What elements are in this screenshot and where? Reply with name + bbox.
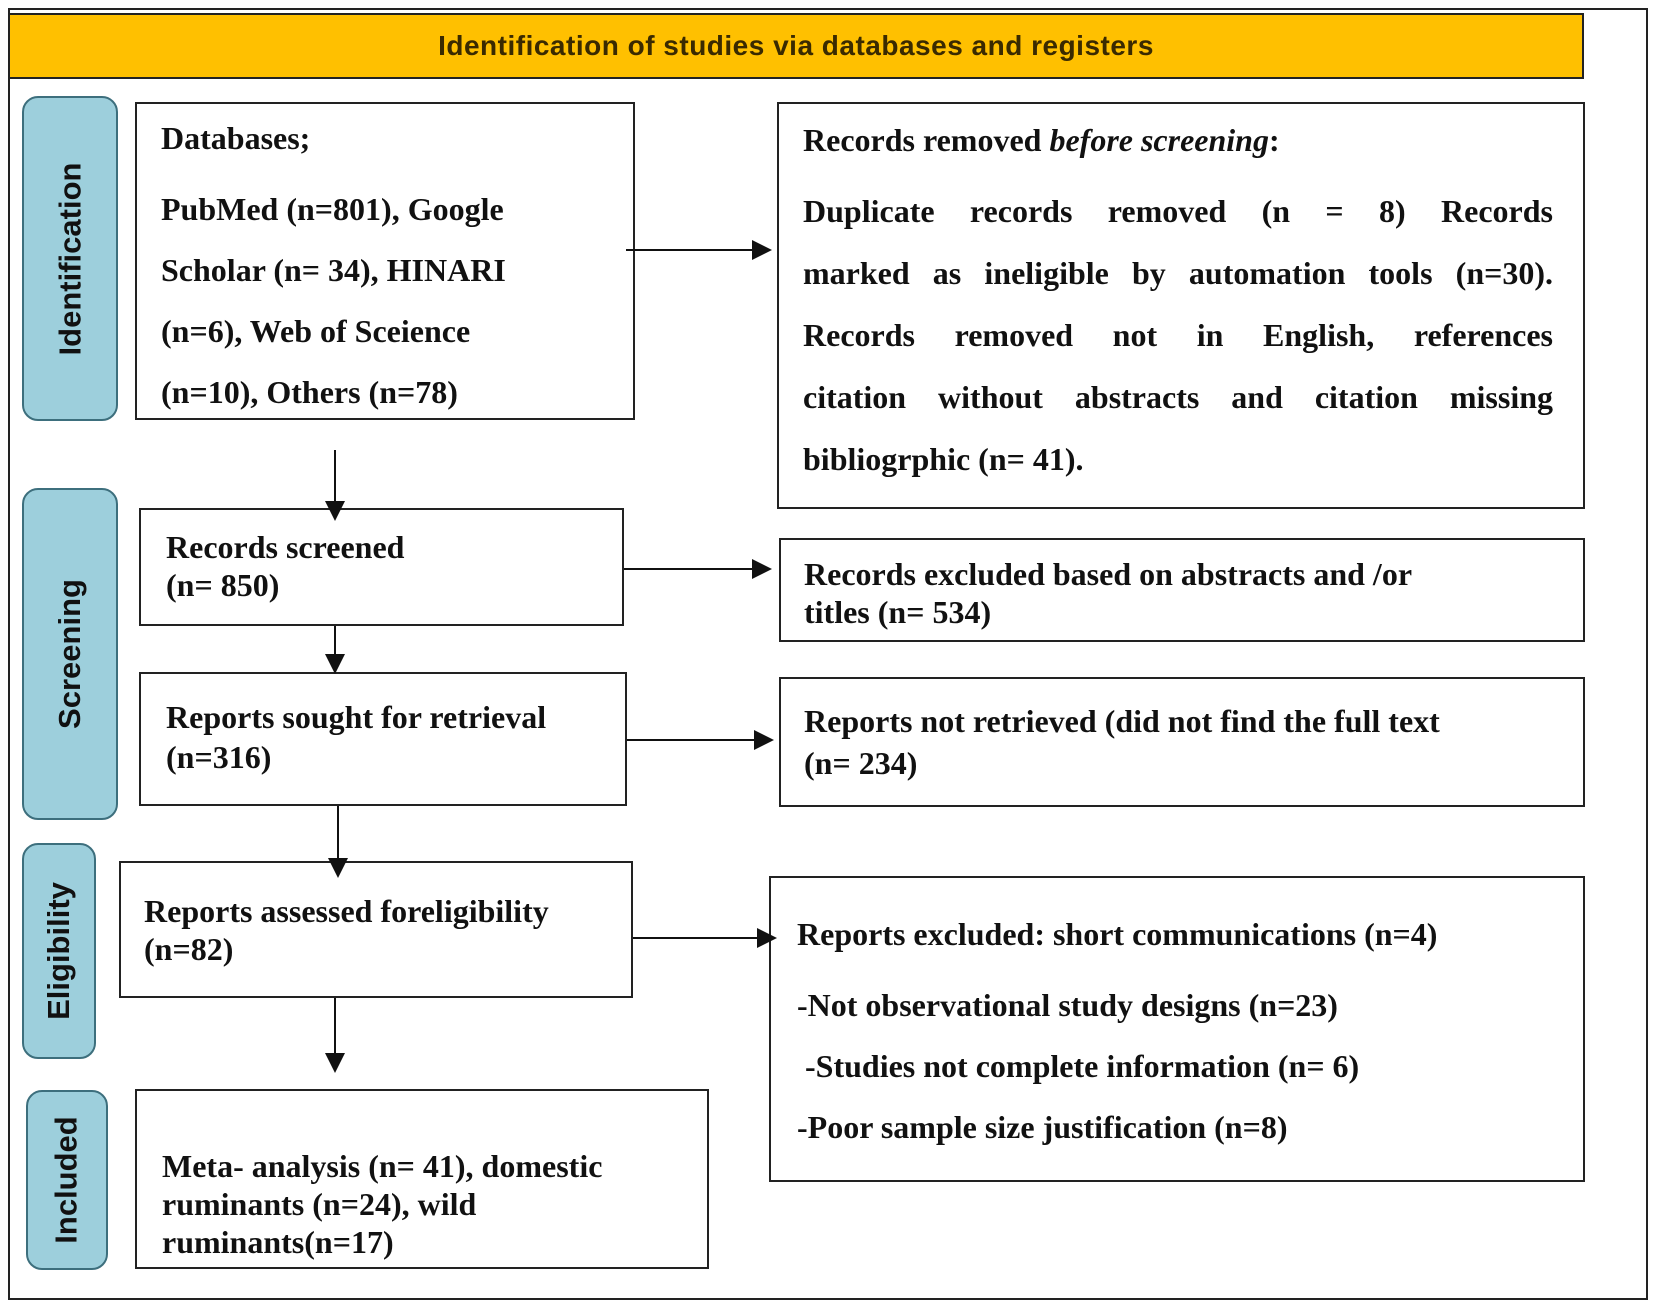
records-removed-line: marked as ineligible by automation tools (n=30).	[803, 255, 1553, 291]
stage-screening-label: Screening	[52, 579, 88, 729]
records-removed-line: citation without abstracts and citation missing	[803, 379, 1553, 415]
records-excluded-line: titles (n= 534)	[804, 594, 992, 630]
reports-excluded-line: -Not observational study designs (n=23)	[797, 987, 1338, 1023]
databases-line: Scholar (n= 34), HINARI	[161, 252, 506, 288]
records-removed-box	[777, 102, 1585, 509]
reports-excluded-line: -Studies not complete information (n= 6)	[797, 1048, 1360, 1084]
records-removed-heading-suffix: :	[1268, 122, 1280, 158]
reports-not-retrieved-line: (n= 234)	[804, 745, 918, 781]
reports-not-retrieved-box	[779, 677, 1585, 807]
header-title: Identification of studies via databases and registers	[438, 30, 1154, 61]
reports-not-retrieved-line: Reports not retrieved (did not find the full text	[804, 703, 1440, 739]
records-screened-line: Records screened	[166, 529, 405, 565]
reports-sought-line: (n=316)	[166, 739, 272, 775]
stage-included	[26, 1090, 108, 1270]
stage-identification-label: Identification	[52, 162, 88, 355]
databases-line: PubMed (n=801), Google	[161, 191, 504, 227]
records-screened-line: (n= 850)	[166, 567, 280, 603]
stage-screening	[22, 488, 118, 820]
reports-sought-box	[139, 672, 627, 806]
records-removed-heading	[803, 120, 1553, 160]
included-box	[135, 1089, 709, 1269]
reports-excluded-line: -Poor sample size justification (n=8)	[797, 1109, 1288, 1145]
reports-excluded-line: Reports excluded: short communications (n=4)	[797, 916, 1438, 952]
records-excluded-box	[779, 538, 1585, 642]
stage-eligibility-label: Eligibility	[41, 882, 77, 1020]
records-removed-line: Records removed not in English, references	[803, 317, 1553, 353]
records-removed-heading-italic: before screening	[1049, 122, 1269, 158]
stage-identification	[22, 96, 118, 421]
records-excluded-line: Records excluded based on abstracts and /or	[804, 556, 1413, 592]
reports-assessed-line: Reports assessed foreligibility	[144, 893, 549, 929]
stage-eligibility	[22, 843, 96, 1059]
included-line: ruminants (n=24), wild	[162, 1186, 477, 1222]
reports-sought-line: Reports sought for retrieval	[166, 699, 547, 735]
reports-assessed-box	[119, 861, 633, 998]
records-removed-line: bibliogrphic (n= 41).	[803, 441, 1084, 477]
included-line: Meta- analysis (n= 41), domestic	[162, 1148, 603, 1184]
reports-assessed-line: (n=82)	[144, 931, 234, 967]
reports-excluded-box	[769, 876, 1585, 1182]
databases-box	[135, 102, 635, 420]
databases-line: Databases;	[161, 120, 311, 156]
databases-line: (n=6), Web of Sceience	[161, 313, 471, 349]
databases-line: (n=10), Others (n=78)	[161, 374, 458, 410]
records-removed-heading-prefix: Records removed	[803, 122, 1050, 158]
stage-included-label: Included	[49, 1116, 85, 1244]
header-banner	[8, 13, 1584, 79]
included-line: ruminants(n=17)	[162, 1224, 394, 1260]
records-removed-line: Duplicate records removed (n = 8) Records	[803, 193, 1553, 229]
records-screened-box	[139, 508, 624, 626]
